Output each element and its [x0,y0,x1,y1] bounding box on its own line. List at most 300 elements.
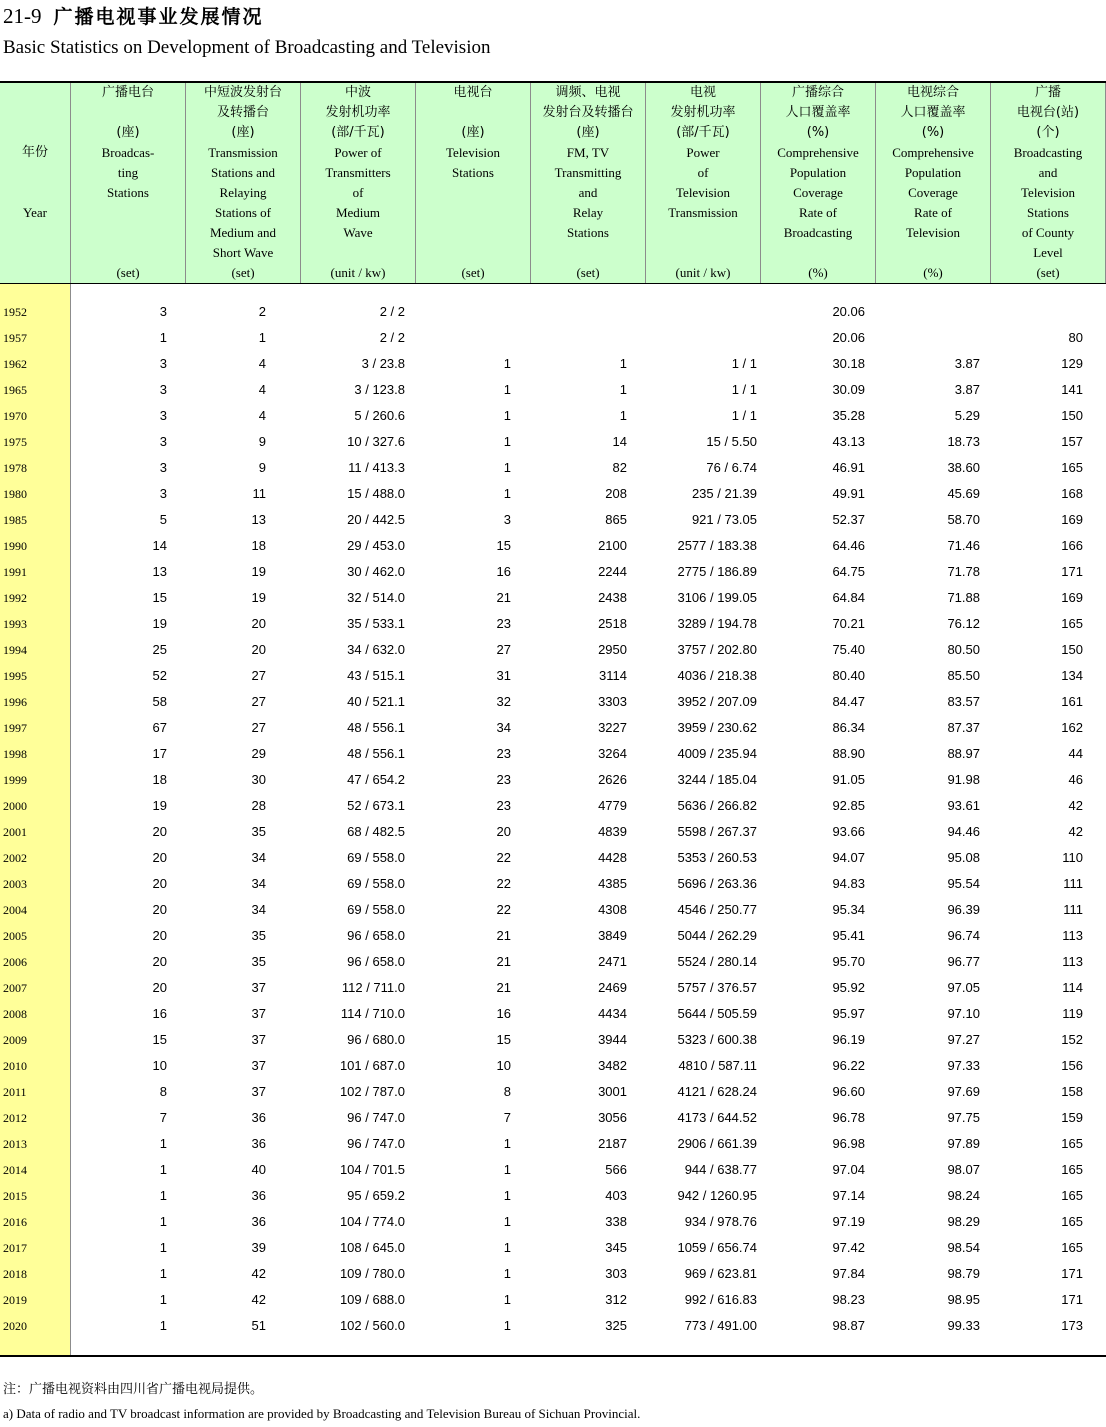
header-unit-zh: (座) [461,125,485,140]
value-cell-col-7: 97.19 [832,1214,865,1229]
header-en-line: Short Wave [212,245,274,260]
value-cell-col-5: 2471 [598,954,627,969]
value-cell-col-6: 1059 / 656.74 [677,1240,757,1255]
header-unit-en: (set) [576,265,600,280]
table-row-2003 [0,871,1105,897]
value-cell-col-1: 20 [152,824,167,839]
header-en-line: Television [906,225,960,240]
header-zh-block [531,83,645,123]
header-col-3 [300,83,415,283]
value-cell-col-5: 2100 [598,538,627,553]
value-cell-col-4: 20 [496,824,511,839]
header-zh-block [186,83,300,123]
value-cell-col-7: 75.40 [832,642,865,657]
value-cell-col-6: 5598 / 267.37 [677,824,757,839]
value-cell-col-9: 169 [1061,590,1083,605]
table-body [0,284,1106,1357]
year-cell: 1992 [3,591,27,605]
value-cell-col-7: 95.34 [832,902,865,917]
value-cell-col-1: 17 [152,746,167,761]
value-cell-col-1: 15 [152,1032,167,1047]
value-cell-col-6: 5524 / 280.14 [677,954,757,969]
value-cell-col-4: 21 [496,590,511,605]
header-en-line: Transmission [208,145,278,160]
table-row-1957 [0,325,1105,351]
value-cell-col-6: 76 / 6.74 [706,460,757,475]
header-unit-zh: (座) [576,125,600,140]
header-unit-en: (set) [1036,265,1060,280]
header-zh-line: 中短波发射台 [203,85,282,100]
value-cell-col-3: 69 / 558.0 [347,850,405,865]
header-zh-line: 发射机功率 [325,105,391,120]
value-cell-col-9: 141 [1061,382,1083,397]
value-cell-col-4: 34 [496,720,511,735]
table-row-2002 [0,845,1105,871]
table-row-1997 [0,715,1105,741]
value-cell-col-1: 1 [159,1162,167,1177]
header-zh-line: 发射台及转播台 [542,105,634,120]
value-cell-col-6: 15 / 5.50 [706,434,757,449]
value-cell-col-2: 36 [251,1214,266,1229]
value-cell-col-5: 3944 [598,1032,627,1047]
value-cell-col-3: 10 / 327.6 [347,434,405,449]
value-cell-col-2: 4 [258,382,266,397]
header-en-line: Transmitting [554,165,622,180]
value-cell-col-9 [990,299,1105,325]
value-cell-col-9: 171 [1061,564,1083,579]
value-cell-col-1: 13 [152,564,167,579]
value-cell-col-4: 1 [503,1292,511,1307]
value-cell-col-3: 35 / 533.1 [347,616,405,631]
value-cell-col-7: 96.19 [832,1032,865,1047]
value-cell-col-3: 96 / 747.0 [347,1136,405,1151]
value-cell-col-3: 102 / 560.0 [339,1318,405,1333]
value-cell-col-1: 3 [159,356,167,371]
table-row-2001 [0,819,1105,845]
header-col-8 [875,83,990,283]
header-en-line: Stations [1027,205,1069,220]
value-cell-col-6: 921 / 73.05 [691,512,757,527]
value-cell-col-2: 27 [251,720,266,735]
value-cell-col-4: 1 [503,1240,511,1255]
year-cell: 1999 [3,773,27,787]
value-cell-col-3: 68 / 482.5 [347,824,405,839]
header-unit-zh: (部/千瓦) [676,125,730,140]
value-cell-col-8: 87.37 [947,720,980,735]
header-en-block [991,143,1105,263]
value-cell-col-5: 338 [605,1214,627,1229]
value-cell-col-9: 42 [1068,798,1083,813]
value-cell-col-6: 5323 / 600.38 [677,1032,757,1047]
table-row-1993 [0,611,1105,637]
header-col-9 [990,83,1106,283]
table-row-1995 [0,663,1105,689]
value-cell-col-5: 1 [619,408,627,423]
header-en-line: Transmitters [325,165,391,180]
value-cell-col-8: 99.33 [947,1318,980,1333]
header-en-block [416,143,530,263]
value-cell-col-6: 2906 / 661.39 [677,1136,757,1151]
value-cell-col-9: 161 [1061,694,1083,709]
header-zh-line: 及转播台 [216,105,269,120]
value-cell-col-2: 34 [251,902,266,917]
value-cell-col-9: 134 [1061,668,1083,683]
header-zh-line: 广播 [1034,85,1061,100]
header-unit-zh: (座) [231,125,255,140]
header-en-block [646,143,760,263]
header-col-7 [760,83,875,283]
value-cell-col-9: 150 [1061,408,1083,423]
value-cell-col-5: 4779 [598,798,627,813]
value-cell-col-3: 95 / 659.2 [347,1188,405,1203]
value-cell-col-7: 70.21 [832,616,865,631]
header-en-line: Coverage [908,185,958,200]
table-row-2020 [0,1313,1105,1339]
value-cell-col-5: 208 [605,486,627,501]
value-cell-col-7: 97.04 [832,1162,865,1177]
header-en-block [71,143,185,263]
value-cell-col-1: 20 [152,928,167,943]
table-row-1999 [0,767,1105,793]
value-cell-col-7: 96.98 [832,1136,865,1151]
header-en-line: Population [904,165,962,180]
value-cell-col-1: 1 [159,1266,167,1281]
table-row-1980 [0,481,1105,507]
header-unit-en: (%) [808,265,828,280]
value-cell-col-9: 110 [1062,850,1083,865]
value-cell-col-9: 111 [1063,902,1083,917]
header-en-line: Stations [567,225,609,240]
header-en-line: Transmission [668,205,738,220]
value-cell-col-5: 865 [605,512,627,527]
value-cell-col-9: 173 [1061,1318,1083,1333]
value-cell-col-5: 3303 [598,694,627,709]
value-cell-col-9: 168 [1061,486,1083,501]
value-cell-col-5: 312 [605,1292,627,1307]
value-cell-col-5: 3056 [598,1110,627,1125]
value-cell-col-4: 22 [496,850,511,865]
value-cell-col-1: 14 [152,538,167,553]
value-cell-col-7: 97.42 [832,1240,865,1255]
value-cell-col-4: 1 [503,382,511,397]
value-cell-col-3: 48 / 556.1 [347,720,405,735]
value-cell-col-1: 3 [159,486,167,501]
value-cell-col-5: 403 [605,1188,627,1203]
table-row-1996 [0,689,1105,715]
value-cell-col-6: 3757 / 202.80 [677,642,757,657]
value-cell-col-6 [645,325,760,351]
value-cell-col-6: 5636 / 266.82 [677,798,757,813]
header-unit-en: (set) [461,265,485,280]
value-cell-col-1: 19 [152,616,167,631]
value-cell-col-8: 98.54 [947,1240,980,1255]
value-cell-col-3: 20 / 442.5 [347,512,405,527]
year-cell: 1994 [3,643,27,657]
value-cell-col-7: 94.83 [832,876,865,891]
year-cell: 1985 [3,513,27,527]
value-cell-col-2: 30 [251,772,266,787]
value-cell-col-3: 47 / 654.2 [347,772,405,787]
value-cell-col-4: 23 [496,798,511,813]
year-cell: 2008 [3,1007,27,1021]
value-cell-col-1: 20 [152,850,167,865]
year-cell: 1980 [3,487,27,501]
value-cell-col-8: 85.50 [947,668,980,683]
header-col-5 [530,83,645,283]
value-cell-col-2: 13 [251,512,266,527]
table-row-1998 [0,741,1105,767]
header-unit-en: (%) [923,265,943,280]
value-cell-col-1: 67 [152,720,167,735]
value-cell-col-7: 95.70 [832,954,865,969]
note-english: a) Data of radio and TV broadcast information are provided by Broadcasting and Television Bureau of Sichuan Provincial. [3,1406,641,1421]
value-cell-col-1: 20 [152,954,167,969]
value-cell-col-2: 34 [251,850,266,865]
value-cell-col-6: 934 / 978.76 [684,1214,757,1229]
page-subtitle: Basic Statistics on Development of Broadcasting and Television [3,37,491,58]
header-zh-block [761,83,875,123]
year-cell: 2013 [3,1137,27,1151]
value-cell-col-4: 1 [503,1136,511,1151]
header-en-line: Coverage [793,185,843,200]
value-cell-col-4: 8 [503,1084,511,1099]
value-cell-col-3: 114 / 710.0 [340,1006,405,1021]
value-cell-col-5: 303 [605,1266,627,1281]
value-cell-col-4: 21 [496,928,511,943]
value-cell-col-4: 1 [503,1318,511,1333]
header-unit-zh: (个) [1036,125,1060,140]
value-cell-col-2: 35 [251,954,266,969]
value-cell-col-2: 36 [251,1188,266,1203]
header-zh-line: 电视台 [453,85,493,100]
year-cell: 1965 [3,383,27,397]
value-cell-col-2: 37 [251,1032,266,1047]
value-cell-col-3: 96 / 658.0 [347,954,405,969]
year-cell: 2017 [3,1241,27,1255]
value-cell-col-8: 88.97 [947,746,980,761]
value-cell-col-7: 43.13 [832,434,865,449]
value-cell-col-3: 104 / 774.0 [339,1214,405,1229]
year-cell: 2011 [3,1085,27,1099]
value-cell-col-5: 325 [605,1318,627,1333]
value-cell-col-5: 3227 [598,720,627,735]
value-cell-col-5: 3482 [598,1058,627,1073]
header-en-line: Broadcas- [101,145,155,160]
value-cell-col-3: 43 / 515.1 [347,668,405,683]
value-cell-col-8: 98.24 [947,1188,980,1203]
value-cell-col-8: 95.54 [947,876,980,891]
value-cell-col-5: 1 [619,382,627,397]
header-en-line: and [1038,165,1058,180]
value-cell-col-8: 94.46 [947,824,980,839]
value-cell-col-4: 32 [496,694,511,709]
table-row-2014 [0,1157,1105,1183]
value-cell-col-6: 3952 / 207.09 [677,694,757,709]
value-cell-col-9: 165 [1061,1214,1083,1229]
value-cell-col-3: 2 / 2 [379,330,405,345]
value-cell-col-8: 98.95 [947,1292,980,1307]
value-cell-col-1: 7 [159,1110,167,1125]
year-cell: 2020 [3,1319,27,1333]
table-row-1985 [0,507,1105,533]
header-en-line: Television [676,185,730,200]
value-cell-col-2: 35 [251,928,266,943]
value-cell-col-3: 15 / 488.0 [347,486,405,501]
year-cell: 1952 [3,305,27,319]
year-cell: 1957 [3,331,27,345]
table-row-2000 [0,793,1105,819]
value-cell-col-4: 16 [496,564,511,579]
table-row-2010 [0,1053,1105,1079]
header-en-line: Stations of [215,205,271,220]
header-en-line: Stations [107,185,149,200]
value-cell-col-7: 94.07 [832,850,865,865]
value-cell-col-3: 30 / 462.0 [347,564,405,579]
value-cell-col-9: 165 [1061,1162,1083,1177]
table-row-1978 [0,455,1105,481]
year-cell: 1997 [3,721,27,735]
year-cell: 2016 [3,1215,27,1229]
value-cell-col-3: 3 / 23.8 [361,356,405,371]
value-cell-col-5: 2626 [598,772,627,787]
value-cell-col-2: 20 [251,616,266,631]
value-cell-col-3: 96 / 680.0 [347,1032,405,1047]
value-cell-col-6 [645,299,760,325]
value-cell-col-8 [875,325,990,351]
value-cell-col-2: 36 [251,1136,266,1151]
header-year-zh: 年份 [21,145,48,160]
value-cell-col-4: 27 [496,642,511,657]
value-cell-col-1: 8 [159,1084,167,1099]
year-cell: 2001 [3,825,27,839]
header-col-6 [645,83,760,283]
header-en-line: Comprehensive [892,145,974,160]
value-cell-col-7: 98.87 [832,1318,865,1333]
value-cell-col-8: 83.57 [947,694,980,709]
value-cell-col-4 [415,325,530,351]
value-cell-col-3: 34 / 632.0 [347,642,405,657]
value-cell-col-4: 7 [503,1110,511,1125]
value-cell-col-5: 3114 [599,668,627,683]
value-cell-col-5: 4428 [598,850,627,865]
value-cell-col-8: 97.89 [947,1136,980,1151]
value-cell-col-9: 114 [1062,980,1083,995]
value-cell-col-1: 20 [152,902,167,917]
value-cell-col-5 [530,325,645,351]
value-cell-col-8: 58.70 [947,512,980,527]
value-cell-col-6: 4036 / 218.38 [677,668,757,683]
value-cell-col-8: 96.39 [947,902,980,917]
header-zh-block [416,83,530,123]
value-cell-col-7: 52.37 [832,512,865,527]
value-cell-col-7: 92.85 [832,798,865,813]
value-cell-col-3: 109 / 780.0 [339,1266,405,1281]
table-row-2012 [0,1105,1105,1131]
value-cell-col-3: 96 / 658.0 [347,928,405,943]
value-cell-col-6: 3244 / 185.04 [677,772,757,787]
table-row-2013 [0,1131,1105,1157]
header-zh-line: 人口覆盖率 [900,105,966,120]
header-zh-line: 广播电台 [101,85,154,100]
value-cell-col-7: 96.60 [832,1084,865,1099]
value-cell-col-2: 51 [251,1318,266,1333]
value-cell-col-5: 82 [612,460,627,475]
header-unit-zh: (座) [116,125,140,140]
value-cell-col-7: 86.34 [832,720,865,735]
value-cell-col-7: 95.97 [832,1006,865,1021]
value-cell-col-2: 37 [251,1084,266,1099]
header-en-line: Broadcasting [1013,145,1083,160]
value-cell-col-8: 80.50 [947,642,980,657]
header-en-line: FM, TV [566,145,610,160]
value-cell-col-6: 4810 / 587.11 [678,1058,757,1073]
header-en-block [531,143,645,263]
value-cell-col-4: 1 [503,408,511,423]
value-cell-col-5: 2187 [598,1136,627,1151]
value-cell-col-9: 158 [1061,1084,1083,1099]
header-en-line: Television [1021,185,1075,200]
value-cell-col-7: 35.28 [832,408,865,423]
header-en-line: and [578,185,598,200]
value-cell-col-3: 52 / 673.1 [347,798,405,813]
value-cell-col-8: 98.29 [947,1214,980,1229]
value-cell-col-9: 44 [1068,746,1083,761]
value-cell-col-6: 5644 / 505.59 [677,1006,757,1021]
year-cell: 2000 [3,799,27,813]
table-row-1991 [0,559,1105,585]
value-cell-col-3: 32 / 514.0 [347,590,405,605]
value-cell-col-8: 38.60 [947,460,980,475]
year-cell: 2012 [3,1111,27,1125]
value-cell-col-6: 4121 / 628.24 [677,1084,757,1099]
value-cell-col-7: 64.75 [832,564,865,579]
value-cell-col-4 [415,299,530,325]
value-cell-col-8: 71.46 [947,538,980,553]
value-cell-col-2: 34 [251,876,266,891]
value-cell-col-3: 29 / 453.0 [347,538,405,553]
value-cell-col-8: 76.12 [947,616,980,631]
value-cell-col-8: 3.87 [954,356,980,371]
value-cell-col-7: 46.91 [832,460,865,475]
value-cell-col-9: 157 [1061,434,1083,449]
value-cell-col-1: 16 [152,1006,167,1021]
value-cell-col-9: 171 [1061,1266,1083,1281]
value-cell-col-4: 23 [496,616,511,631]
header-zh-block [876,83,990,123]
value-cell-col-4: 31 [496,668,511,683]
value-cell-col-9: 165 [1061,1240,1083,1255]
value-cell-col-1: 3 [159,434,167,449]
value-cell-col-4: 15 [496,538,511,553]
value-cell-col-1: 3 [159,460,167,475]
value-cell-col-7: 30.18 [832,356,865,371]
value-cell-col-1: 52 [152,668,167,683]
value-cell-col-5: 4308 [598,902,627,917]
year-cell: 1962 [3,357,27,371]
table-row-2017 [0,1235,1105,1261]
table-row-1994 [0,637,1105,663]
title-chinese: 广播电视事业发展情况 [53,6,264,28]
value-cell-col-9: 119 [1062,1006,1083,1021]
value-cell-col-3: 2 / 2 [379,304,405,319]
header-en-line: ting [117,165,139,180]
value-cell-col-8: 97.27 [947,1032,980,1047]
table-row-2005 [0,923,1105,949]
value-cell-col-7: 96.22 [832,1058,865,1073]
value-cell-col-6: 773 / 491.00 [684,1318,757,1333]
value-cell-col-9: 156 [1061,1058,1083,1073]
value-cell-col-5: 3264 [598,746,627,761]
